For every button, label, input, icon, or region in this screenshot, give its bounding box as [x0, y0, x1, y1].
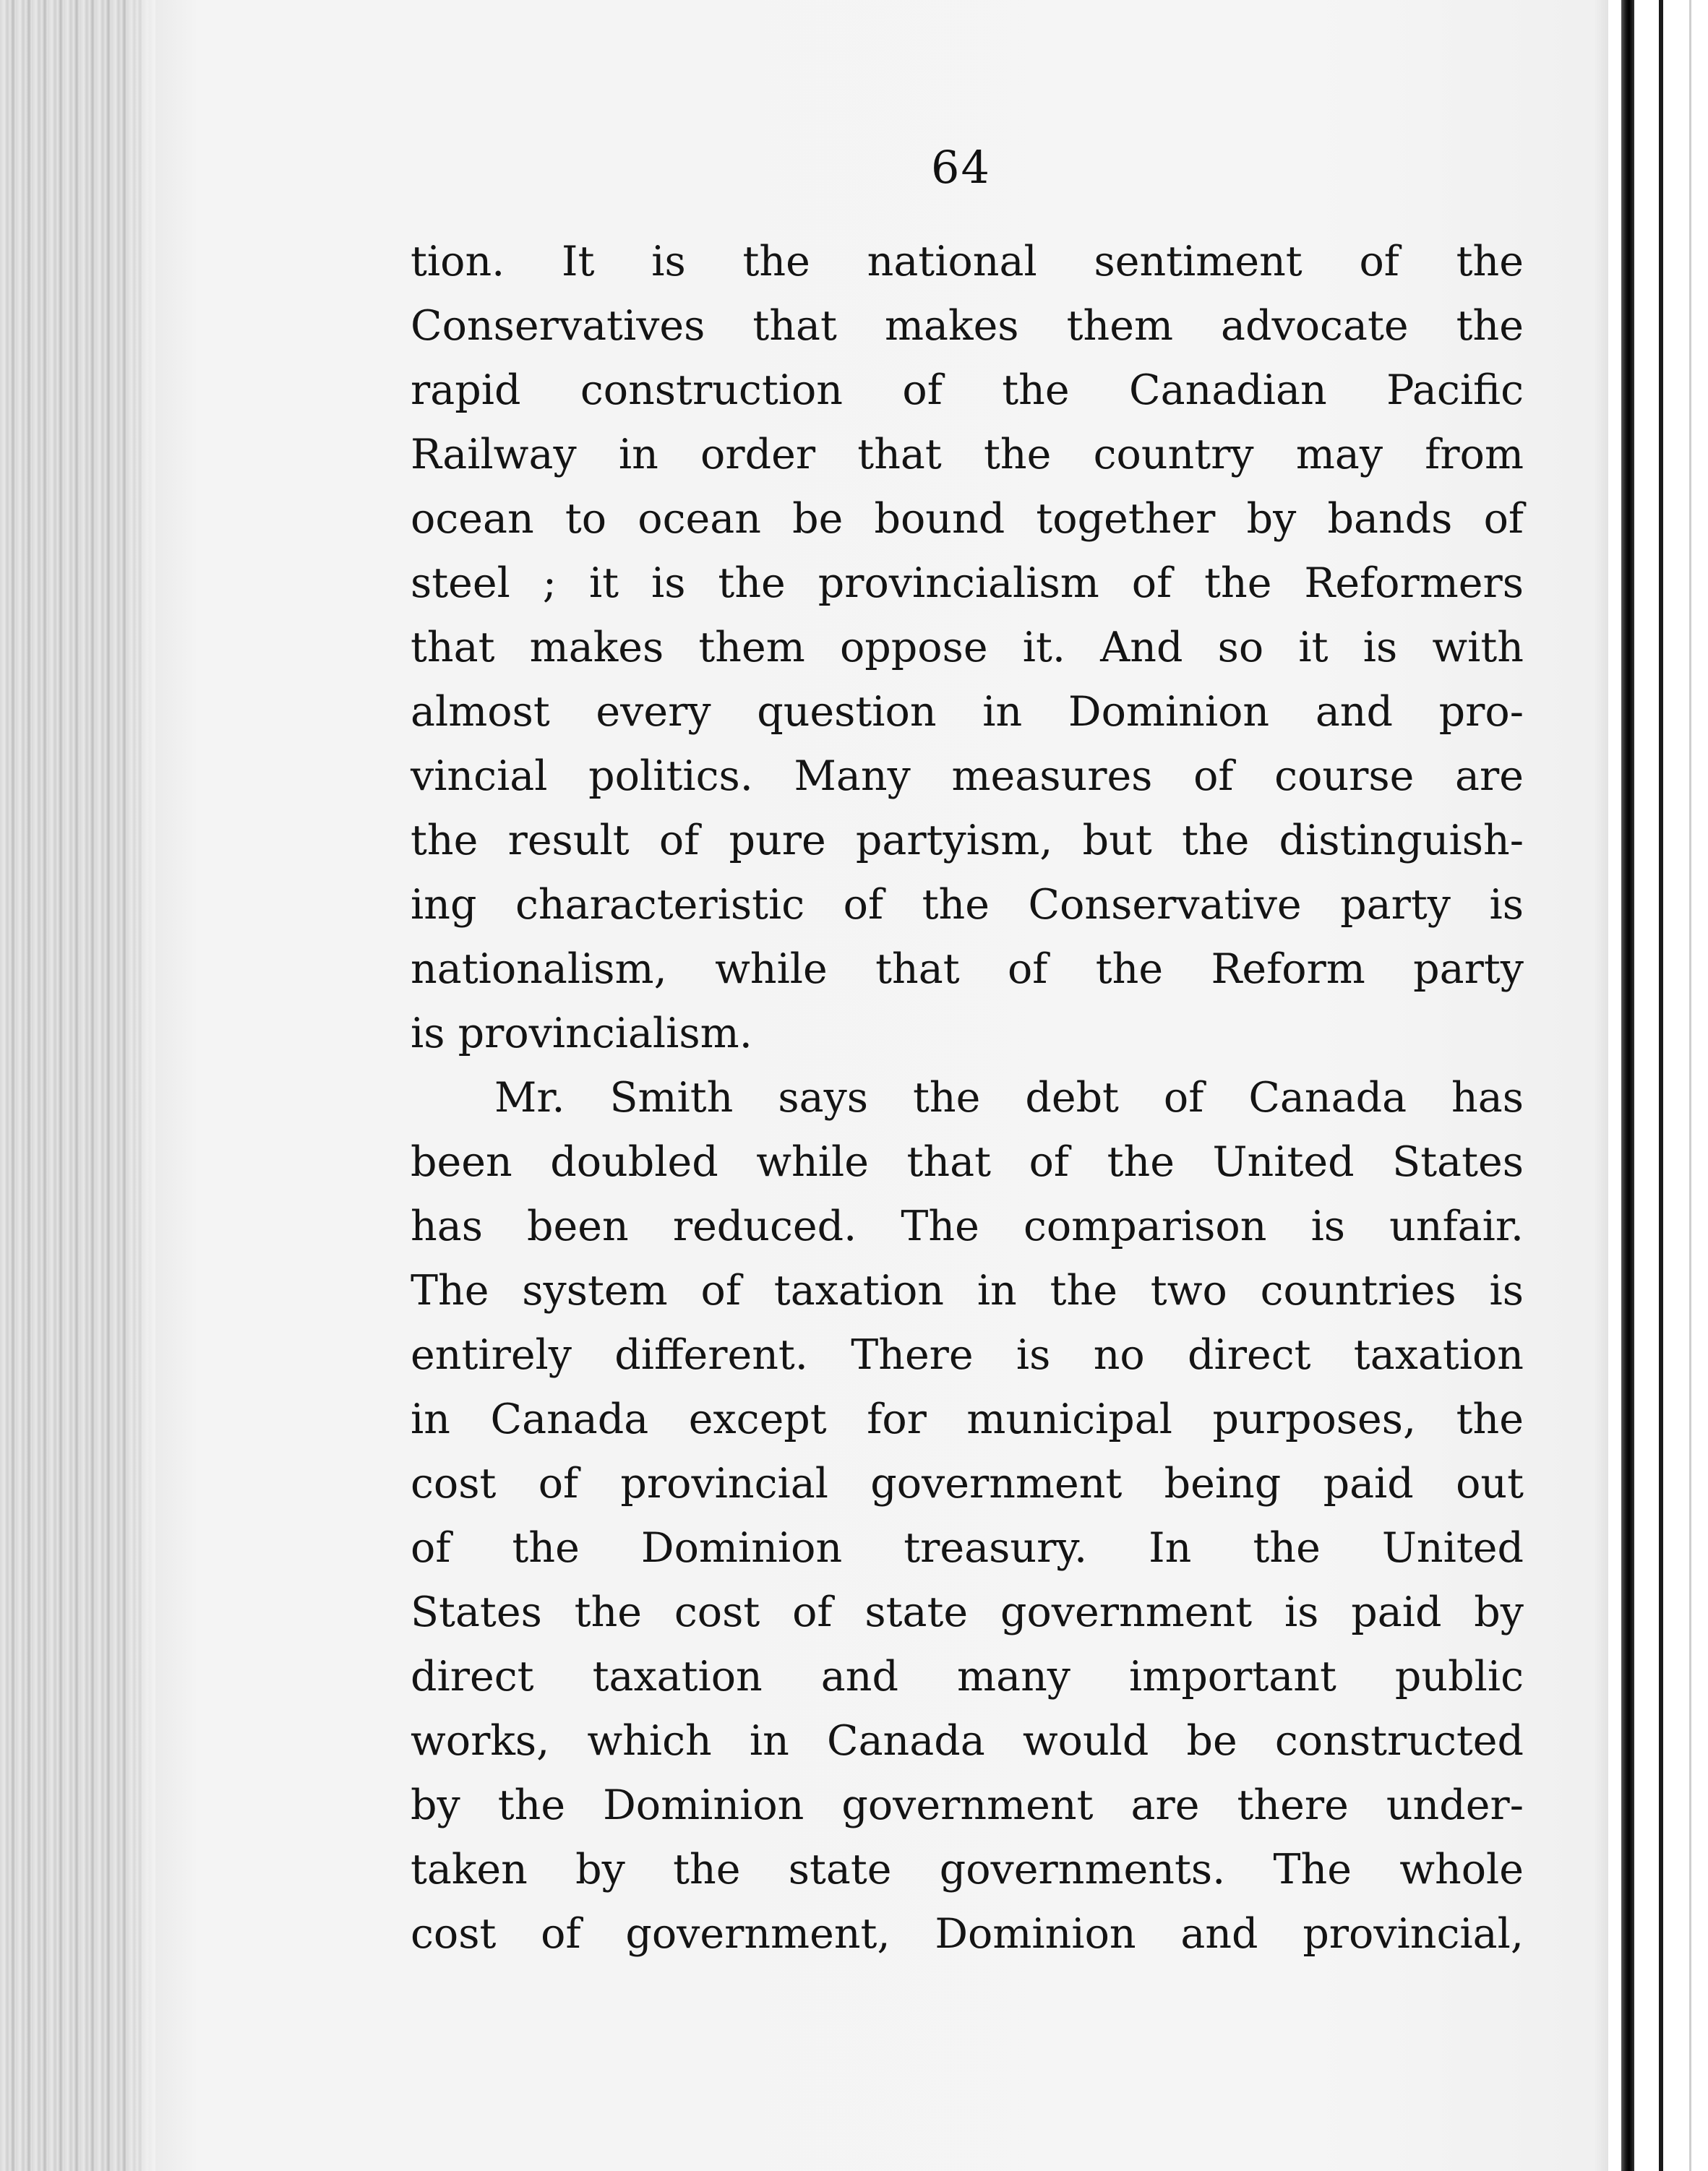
body-text [411, 230, 1524, 1966]
text-line: the result of pure partyism, but the distinguish- [411, 817, 1524, 864]
text-line: cost of provincial government being paid out [411, 1460, 1524, 1508]
text-line: States the cost of state government is paid by [411, 1589, 1524, 1636]
text-line: ocean to ocean be bound together by bands of [411, 495, 1524, 543]
text-line: cost of government, Dominion and provincial, [411, 1910, 1524, 1958]
text-line: in Canada except for municipal purposes, the [411, 1396, 1524, 1443]
text-line: tion. It is the national sentiment of the [411, 238, 1524, 285]
text-line: ing characteristic of the Conservative party is [411, 881, 1524, 929]
text-line: has been reduced. The comparison is unfair. [411, 1203, 1524, 1250]
binding-edge [1608, 0, 1708, 2171]
text-line: by the Dominion government are there under- [411, 1781, 1524, 1829]
text-line: that makes them oppose it. And so it is with [411, 624, 1524, 671]
binding-shadow [1621, 0, 1634, 2171]
text-line: entirely different. There is no direct taxation [411, 1331, 1524, 1379]
text-line: The system of taxation in the two countries is [411, 1267, 1524, 1315]
text-line: of the Dominion treasury. In the United [411, 1524, 1524, 1572]
text-line: vincial politics. Many measures of course are [411, 752, 1524, 800]
text-line: been doubled while that of the United States [411, 1138, 1524, 1186]
page-number: 64 [931, 141, 991, 194]
page-stack-edges [0, 0, 155, 2171]
text-line: almost every question in Dominion and pro- [411, 688, 1524, 736]
text-line: steel ; it is the provincialism of the Reformers [411, 559, 1524, 607]
text-line: direct taxation and many important public [411, 1653, 1524, 1701]
text-line: Railway in order that the country may from [411, 431, 1524, 478]
text-line: nationalism, while that of the Reform party [411, 945, 1524, 993]
binding-line-faint [1689, 0, 1691, 2171]
binding-line [1659, 0, 1663, 2171]
text-line: rapid construction of the Canadian Pacific [411, 366, 1524, 414]
paragraph-end-line: is provincialism. [411, 1010, 752, 1057]
paragraph-start-line: Mr. Smith says the debt of Canada has [494, 1074, 1524, 1122]
text-line: works, which in Canada would be constructed [411, 1717, 1524, 1765]
text-line: Conservatives that makes them advocate the [411, 302, 1524, 350]
text-line: taken by the state governments. The whole [411, 1846, 1524, 1893]
